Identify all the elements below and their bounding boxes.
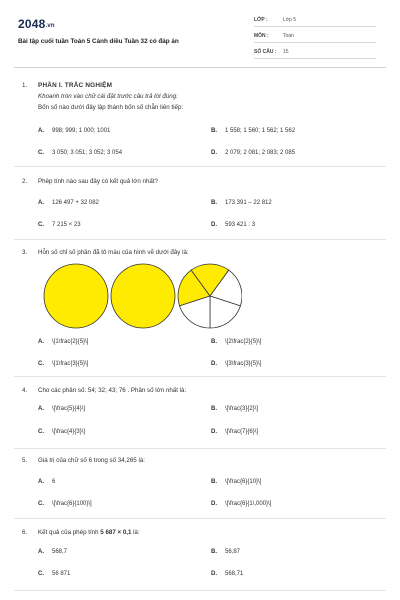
option-b[interactable]: B. \[2\frac{2}{5}\] [211, 339, 262, 345]
option-a[interactable]: A. 126 497 + 32 082 [38, 200, 99, 206]
question-text: Phép tính nào sau đây có kết quả lớn nhất? [38, 178, 158, 185]
option-d[interactable]: D. \[\frac{7}{6}\] [211, 429, 259, 435]
question-divider [14, 166, 386, 167]
question-divider [14, 448, 386, 449]
option-a[interactable]: A. 998; 999; 1 000; 1001 [38, 128, 111, 134]
option-b[interactable]: B. 1 558; 1 560; 1 562; 1 562 [211, 128, 296, 134]
option-b[interactable]: B. 56,87 [211, 549, 241, 555]
option-d[interactable]: D. 2 079; 2 081; 2 083; 2 085 [211, 150, 296, 156]
option-c[interactable]: C. 56 871 [38, 571, 71, 577]
header-divider [14, 67, 386, 68]
question-text: Cho các phân số: 54; 32; 43; 76 . Phân số lớn nhất là: [38, 387, 187, 394]
option-a[interactable]: A. 6 [38, 479, 56, 485]
option-b[interactable]: B. \[\frac{3}{2}\] [211, 406, 259, 412]
option-c[interactable]: C. \[1\frac{3}{5}\] [38, 361, 89, 367]
option-d[interactable]: D. \[\frac{6}{1\,000}\] [211, 501, 272, 507]
question-divider [14, 239, 386, 240]
option-c[interactable]: C. 3 050; 3 051; 3 052; 3 054 [38, 150, 123, 156]
question-divider [14, 518, 386, 519]
meta-class: LỚP : Lớp 5 [254, 13, 376, 27]
option-a[interactable]: A. \[\frac{5}{4}\] [38, 406, 86, 412]
option-c[interactable]: C. \[\frac{6}{100}\] [38, 501, 92, 507]
option-a[interactable]: A. \[1\frac{2}{5}\] [38, 339, 89, 345]
full-circle [44, 264, 108, 328]
question-text: Hỗn số chỉ số phần đã tô màu của hình vẽ dưới đây là: [38, 249, 189, 256]
meta-question-count: SỐ CÂU : 15 [254, 45, 376, 59]
document-title: Bài tập cuối tuần Toán 5 Cánh diều Tuần 32 có đáp án [18, 38, 179, 45]
question-divider [14, 376, 386, 377]
page-header [0, 0, 400, 62]
option-c[interactable]: C. \[\frac{4}{3}\] [38, 429, 86, 435]
section-title: PHẦN I. TRẮC NGHIỆM [38, 82, 113, 89]
full-circle [111, 264, 175, 328]
fraction-circles-figure [42, 262, 242, 332]
question-divider [14, 590, 386, 591]
option-c[interactable]: C. 7 215 × 23 [38, 222, 81, 228]
option-b[interactable]: B. \[\frac{6}{10}\] [211, 479, 262, 485]
option-b[interactable]: B. 173 391 – 22 812 [211, 200, 272, 206]
question-text: Bốn số nào dưới đây lập thành bốn số chẵn liên tiếp: [38, 104, 184, 111]
question-text: Kết quả của phép tính 5 687 × 0,1 là: [38, 529, 140, 536]
option-a[interactable]: A. 568,7 [38, 549, 68, 555]
section-instruction: Khoanh tròn vào chữ cái đặt trước câu trả lời đúng: [38, 93, 178, 100]
meta-subject: MÔN : Toán [254, 29, 376, 43]
option-d[interactable]: D. \[3\frac{3}{5}\] [211, 361, 262, 367]
question-text: Giá trị của chữ số 6 trong số 34,265 là: [38, 457, 145, 464]
option-d[interactable]: D. 593 421 : 3 [211, 222, 256, 228]
site-logo[interactable]: 2048.vn [18, 17, 55, 31]
option-d[interactable]: D. 568,71 [211, 571, 244, 577]
